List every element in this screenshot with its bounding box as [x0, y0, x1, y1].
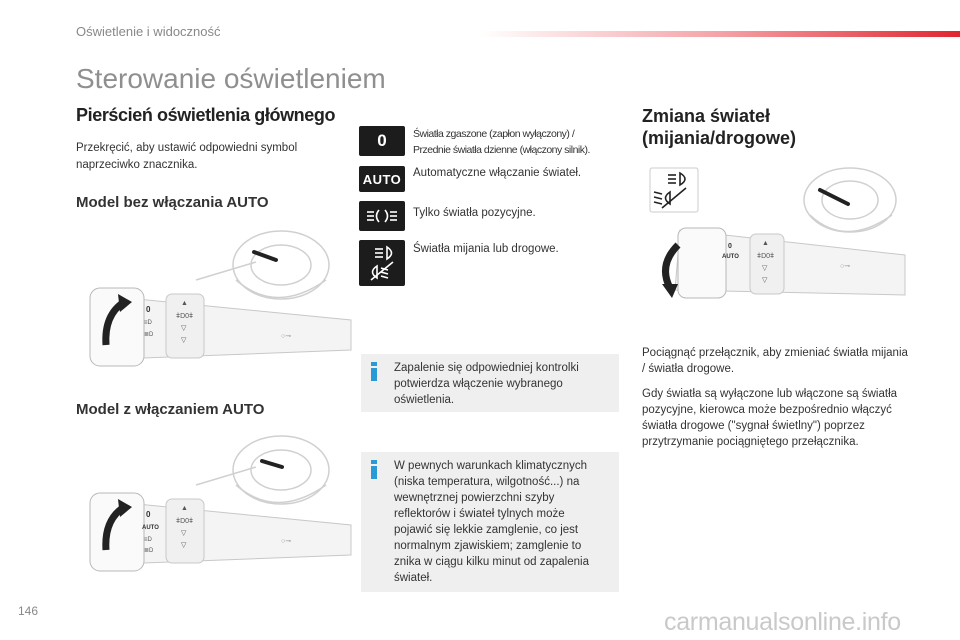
beam-switch-illustration [640, 160, 910, 335]
stalk-illustration-auto [76, 425, 356, 590]
info-icon [371, 460, 377, 479]
mode-label-auto: Automatyczne włączanie świateł. [413, 167, 582, 179]
model-without-auto-title: Model bez włączania AUTO [76, 194, 269, 211]
svg-text:▽: ▽ [762, 265, 768, 272]
page-title: Sterowanie oświetleniem [76, 63, 386, 94]
ring-description: Przekręcić, aby ustawić odpowiedni symbol naprzeciwko znacznika. [76, 142, 298, 171]
beam-switch-paragraph-2: Gdy światła są wyłączone lub włączone są światła pozycyjne, kierowca może bezpośrednio włączyć światła drogowe ("sygnał świetlny") poprzez przytrzymanie pociągniętego przełącznika. [642, 388, 898, 448]
dipped-main-beam-icon [359, 240, 405, 286]
info-icon [371, 362, 377, 381]
zero-icon: 0 [359, 126, 405, 156]
auto-icon: AUTO [359, 166, 405, 192]
info-box-indicator: Zapalenie się odpowiedniej kontrolki potwierdza włączenie wybranego oświetlenia. [361, 354, 619, 412]
svg-text:≣D: ≣D [144, 548, 154, 554]
svg-text:○⊸: ○⊸ [840, 263, 851, 270]
svg-text:▽: ▽ [181, 530, 187, 537]
svg-text:▽: ▽ [181, 337, 187, 344]
stalk-label-auto: AUTO [142, 525, 159, 531]
mode-label-off: Światła zgaszone (zapłon wyłączony) / Przednie światła dzienne (włączony silnik). [413, 128, 590, 156]
header-accent-bar [480, 31, 960, 37]
svg-text:▽: ▽ [762, 277, 768, 284]
svg-text:▽: ▽ [181, 325, 187, 332]
watermark: carmanualsonline.info [664, 608, 901, 636]
svg-text:≡D: ≡D [144, 537, 152, 543]
page-number: 146 [18, 604, 39, 618]
svg-text:≡D: ≡D [144, 320, 152, 326]
section-header: Oświetlenie i widoczność [76, 24, 221, 39]
model-with-auto-title: Model z włączaniem AUTO [76, 401, 265, 418]
info-box-condensation: W pewnych warunkach klimatycznych (niska temperatura, wilgotność...) na wewnętrznej powierzchni szyby reflektorów i świateł tylnych może pojawić się lekkie zamglenie, co jest normalnym zjawiskiem; zamglenie to znika w ciągu kilku minut od zapalenia świateł. [361, 452, 619, 592]
stalk-illustration-no-auto [76, 220, 356, 385]
svg-text:▲: ▲ [181, 505, 188, 512]
mode-label-sidelights: Tylko światła pozycyjne. [413, 207, 536, 219]
svg-text:ǂD0ǂ: ǂD0ǂ [757, 253, 775, 260]
svg-text:▲: ▲ [762, 240, 769, 247]
svg-text:○⊸: ○⊸ [281, 333, 292, 340]
svg-text:≣D: ≣D [144, 332, 154, 338]
stalk-label-zero: 0 [146, 305, 151, 314]
beam-switch-title: Zmiana świateł (mijania/drogowe) [642, 106, 797, 148]
svg-text:ǂD0ǂ: ǂD0ǂ [176, 313, 194, 320]
stalk-label-zero-auto: 0 [146, 510, 151, 519]
svg-text:▲: ▲ [181, 300, 188, 307]
svg-text:AUTO: AUTO [722, 254, 739, 260]
beam-switch-paragraph-1: Pociągnąć przełącznik, aby zmieniać światła mijania / światła drogowe. [642, 347, 908, 375]
sidelights-icon [359, 201, 405, 231]
mode-label-dipped-main: Światła mijania lub drogowe. [413, 243, 559, 255]
svg-text:0: 0 [728, 243, 732, 250]
ring-section-title: Pierścień oświetlenia głównego [76, 105, 336, 125]
svg-text:○⊸: ○⊸ [281, 538, 292, 545]
svg-text:ǂD0ǂ: ǂD0ǂ [176, 518, 194, 525]
svg-text:▽: ▽ [181, 542, 187, 549]
